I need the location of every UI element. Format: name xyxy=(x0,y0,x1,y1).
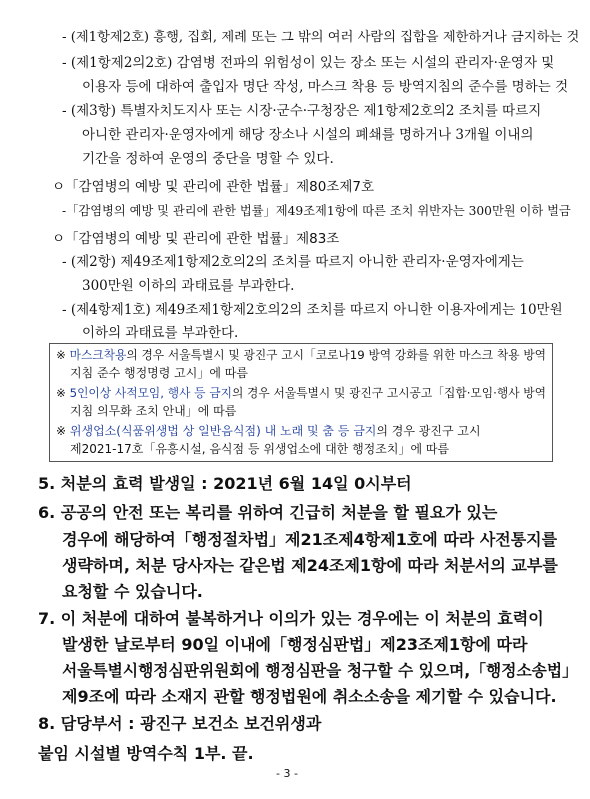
clause-3-cont2: 기간을 정하여 운영의 중단을 명할 수 있다. xyxy=(82,151,334,167)
law83-item-2: - (제4항제1호) 제49조제1항제2호의2의 조치를 따르지 아니한 이용자에게는 10만원 xyxy=(62,302,563,318)
clause-3-cont1: 아니한 관리자·운영자에게 해당 장소나 시설의 폐쇄를 명하거나 3개월 이내의 xyxy=(82,127,534,143)
note-gathering-cont: 지침 의무화 조치 안내」에 따름 xyxy=(70,404,237,418)
note-sanitation-cont: 제2021-17호「유흥시설, 음식점 등 위생업소에 대한 행정조치」에 따름 xyxy=(70,442,450,456)
law83-heading: ㅇ「감염병의 예방 및 관리에 관한 법률」제83조 xyxy=(52,231,340,247)
clause-1-2-2: - (제1항제2의2호) 감염병 전파의 위험성이 있는 장소 또는 시설의 관리자·운영자 및 xyxy=(62,55,555,71)
section-5: 5. 처분의 효력 발생일 : 2021년 6월 14일 0시부터 xyxy=(38,474,412,493)
attachment-line: 붙임 시설별 방역수칙 1부. 끝. xyxy=(38,744,254,763)
law80-heading: ㅇ「감염병의 예방 및 관리에 관한 법률」제80조제7호 xyxy=(52,179,375,195)
section-8: 8. 담당부서 : 광진구 보건소 보건위생과 xyxy=(38,714,322,733)
section-6-line1: 6. 공공의 안전 또는 복리를 위하여 긴급히 처분을 할 필요가 있는 xyxy=(38,503,498,522)
note-mask-cont: 지침 준수 행정명령 고시」에 따름 xyxy=(70,366,248,380)
note-gathering-text: 의 경우 서울특별시 및 광진구 고시공고「집합·모임·행사 방역 xyxy=(231,386,547,400)
clause-1-2-2-cont: 이용자 등에 대하여 출입자 명단 작성, 마스크 착용 등 방역지침의 준수를 명하는 것 xyxy=(82,79,569,95)
section-6-line2: 경우에 해당하여「행정절차법」제21조제4항제1호에 따라 사전통지를 xyxy=(62,530,558,549)
section-7-line4: 제9조에 따라 소재지 관할 행정법원에 취소소송을 제기할 수 있습니다. xyxy=(62,687,557,706)
section-6-line4: 요청할 수 있습니다. xyxy=(62,582,203,601)
note-mark: ※ xyxy=(56,348,66,362)
law80-item: -「감염병의 예방 및 관리에 관한 법률」제49조제1항에 따른 조치 위반자는 300만원 이하 벌금 xyxy=(62,204,571,218)
law83-item-1: - (제2항) 제49조제1항제2호의2의 조치를 따르지 아니한 관리자·운영자에게는 xyxy=(62,254,524,270)
note-sanitation-text: 의 경우 광진구 고시 xyxy=(376,424,481,438)
note-mark: ※ xyxy=(56,386,66,400)
note-gathering xyxy=(56,384,546,402)
notes-box xyxy=(49,343,553,462)
note-mask xyxy=(56,346,546,364)
note-sanitation xyxy=(56,422,481,440)
note-mask-highlight: 마스크착용 xyxy=(69,348,127,362)
page-number: - 3 - xyxy=(276,767,298,780)
law83-item-2-cont: 이하의 과태료를 부과한다. xyxy=(82,325,239,341)
section-7-line1: 7. 이 처분에 대하여 불복하거나 이의가 있는 경우에는 이 처분의 효력이 xyxy=(38,609,544,628)
section-6-line3: 생략하며, 처분 당사자는 같은법 제24조제1항에 따라 처분서의 교부를 xyxy=(62,556,558,575)
note-gathering-highlight: 5인이상 사적모임, 행사 등 금지 xyxy=(69,386,232,400)
note-mark: ※ xyxy=(56,424,67,438)
clause-3: - (제3항) 특별자치도지사 또는 시장·군수·구청장은 제1항제2호의2 조치를 따르지 xyxy=(62,103,542,119)
clause-1-2: - (제1항제2호) 흥행, 집회, 제례 또는 그 밖의 여러 사람의 집합을 제한하거나 금지하는 것 xyxy=(62,30,580,45)
section-7-line2: 발생한 날로부터 90일 이내에「행정심판법」제23조제1항에 따라 xyxy=(62,635,528,654)
note-sanitation-highlight: 위생업소(식품위생법 상 일반음식점) 내 노래 및 춤 등 금지 xyxy=(69,424,377,438)
section-7-line3: 서울특별시행정심판위원회에 행정심판을 청구할 수 있으며,「행정소송법」 xyxy=(62,661,578,680)
law83-item-1-cont: 300만원 이하의 과태료를 부과한다. xyxy=(82,278,295,294)
note-mask-text: 의 경우 서울특별시 및 광진구 고시「코로나19 방역 강화를 위한 마스크 착용 방역 xyxy=(126,348,547,362)
